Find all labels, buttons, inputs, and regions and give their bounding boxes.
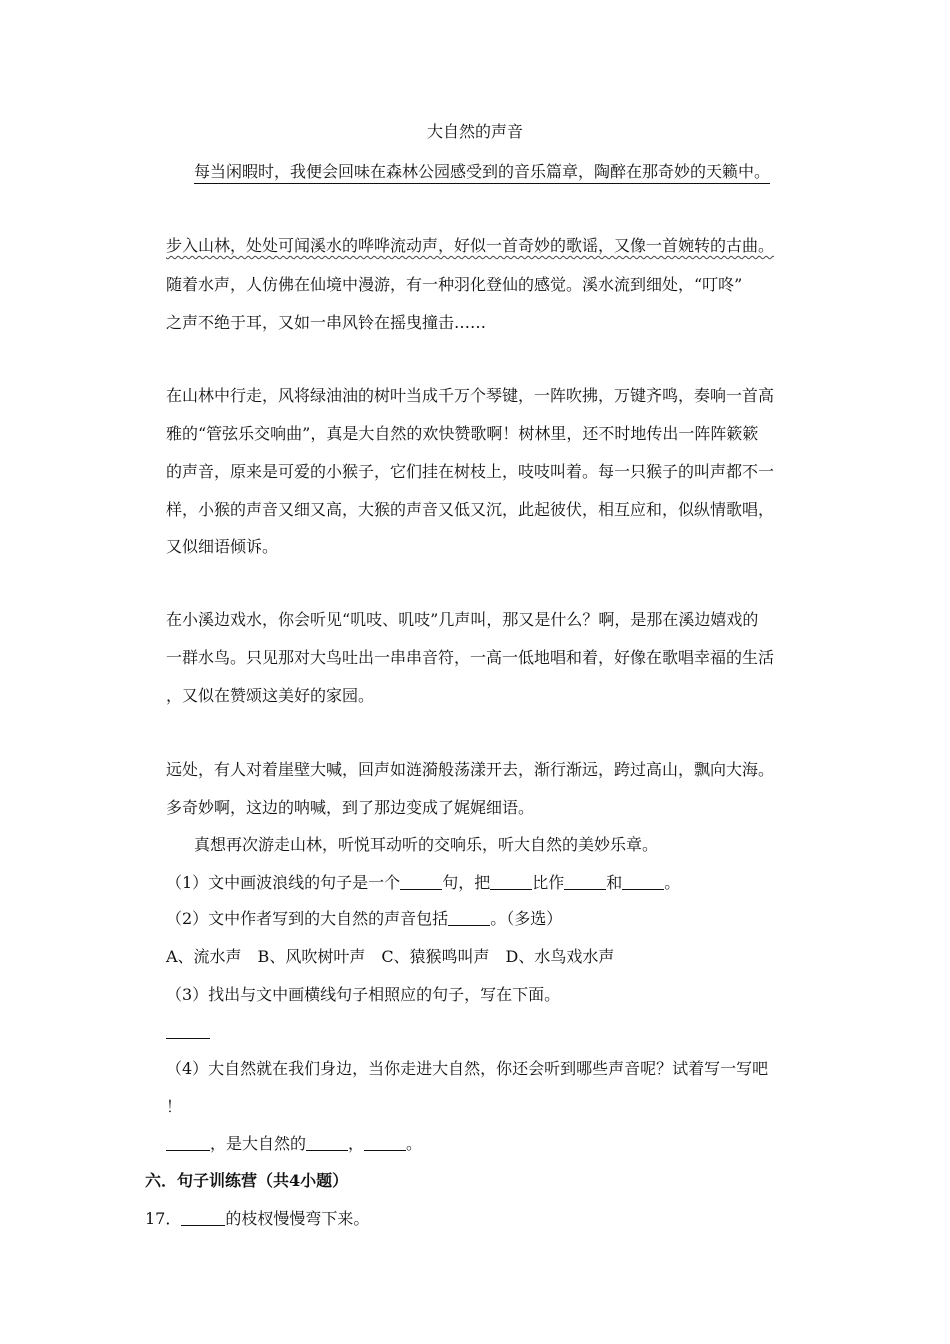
- passage-title: 大自然的声音: [426, 122, 523, 141]
- question-2: [166, 909, 562, 929]
- underlined-sentence: 每当闲暇时，我便会回味在森林公园感受到的音乐篇章，陶醉在那奇妙的天籁中。: [194, 162, 770, 184]
- q4-text-c: ，: [348, 1134, 365, 1153]
- question-3: （3）找出与文中画横线句子相照应的句子，写在下面。: [166, 985, 561, 1004]
- q2-options: A、流水声 B、风吹树叶声 C、猿猴鸣叫声 D、水鸟戏水声: [166, 947, 615, 966]
- p3-line-1: 在小溪边戏水，你会听见“叽吱、叽吱”几声叫，那又是什么？啊，是那在溪边嬉戏的: [166, 610, 759, 629]
- q4-text-b: ，是大自然的: [210, 1134, 307, 1153]
- p1-line-1: [166, 236, 774, 256]
- answer-blank[interactable]: [166, 1136, 210, 1151]
- wavy-underlined-sentence: 步入山林，处处可闻溪水的哗哗流动声，好似一首奇妙的歌谣，又像一首婉转的古曲。: [166, 236, 775, 255]
- q1-text-d: 和: [606, 873, 623, 892]
- question-4-line-2: ！: [166, 1097, 183, 1116]
- p3-line-3: ，又似在赞颂这美好的家园。: [166, 686, 375, 705]
- p1-line-3: 之声不绝于耳，又如一串风铃在摇曳撞击……: [166, 313, 487, 332]
- p2-line-4: 样，小猴的声音又细又高，大猴的声音又低又沉，此起彼伏，相互应和，似纵情歌唱，: [166, 500, 775, 519]
- answer-blank[interactable]: [564, 875, 606, 890]
- q1-text-a: （1）文中画波浪线的句子是一个: [166, 873, 401, 892]
- q17-text: 的枝杈慢慢弯下来。: [225, 1209, 370, 1228]
- question-4-line-1: （4）大自然就在我们身边，当你走进大自然，你还会听到哪些声音呢？试着写一写吧: [166, 1059, 769, 1078]
- p2-line-5: 又似细语倾诉。: [166, 537, 279, 556]
- answer-blank[interactable]: [400, 875, 442, 890]
- p4-line-1: 远处，有人对着崖壁大喊，回声如涟漪般荡漾开去，渐行渐远，跨过高山，飘向大海。: [166, 760, 775, 779]
- answer-blank[interactable]: [490, 875, 532, 890]
- answer-blank[interactable]: [622, 875, 664, 890]
- p5-line: 真想再次游走山林，听悦耳动听的交响乐，听大自然的美妙乐章。: [194, 835, 659, 854]
- q2-text-b: 。（多选）: [490, 909, 563, 928]
- q1-text-e: 。: [664, 873, 681, 892]
- p1-line-2: 随着水声，人仿佛在仙境中漫游，有一种羽化登仙的感觉。溪水流到细处，“叮咚”: [166, 275, 743, 294]
- answer-blank[interactable]: [364, 1136, 406, 1151]
- p3-line-2: 一群水鸟。只见那对大鸟吐出一串串音符，一高一低地唱和着，好像在歌唱幸福的生活: [166, 648, 775, 667]
- q4-text-d: 。: [406, 1134, 423, 1153]
- q17-number: 17．: [145, 1209, 182, 1228]
- answer-blank[interactable]: [166, 1024, 210, 1039]
- question-1: [166, 873, 680, 893]
- section-heading: 六．句子训练营（共4小题）: [145, 1171, 349, 1190]
- answer-blank[interactable]: [448, 911, 490, 926]
- q3-answer-line: [166, 1022, 210, 1042]
- p4-line-2: 多奇妙啊，这边的呐喊，到了那边变成了娓娓细语。: [166, 798, 535, 817]
- question-17: [145, 1209, 369, 1229]
- q1-text-c: 比作: [532, 873, 565, 892]
- q1-text-b: 句，把: [442, 873, 491, 892]
- intro-sentence: [194, 162, 770, 182]
- answer-blank[interactable]: [181, 1211, 225, 1226]
- question-4-fill: [166, 1134, 422, 1154]
- p2-line-3: 的声音，原来是可爱的小猴子，它们挂在树枝上，吱吱叫着。每一只猴子的叫声都不一: [166, 462, 775, 481]
- q2-text-a: （2）文中作者写到的大自然的声音包括: [166, 909, 449, 928]
- p2-line-2: 雅的“管弦乐交响曲”，真是大自然的欢快赞歌啊！树林里，还不时地传出一阵阵簌簌: [166, 424, 759, 443]
- p2-line-1: 在山林中行走，风将绿油油的树叶当成千万个琴键，一阵吹拂，万键齐鸣，奏响一首高: [166, 386, 775, 405]
- answer-blank[interactable]: [306, 1136, 348, 1151]
